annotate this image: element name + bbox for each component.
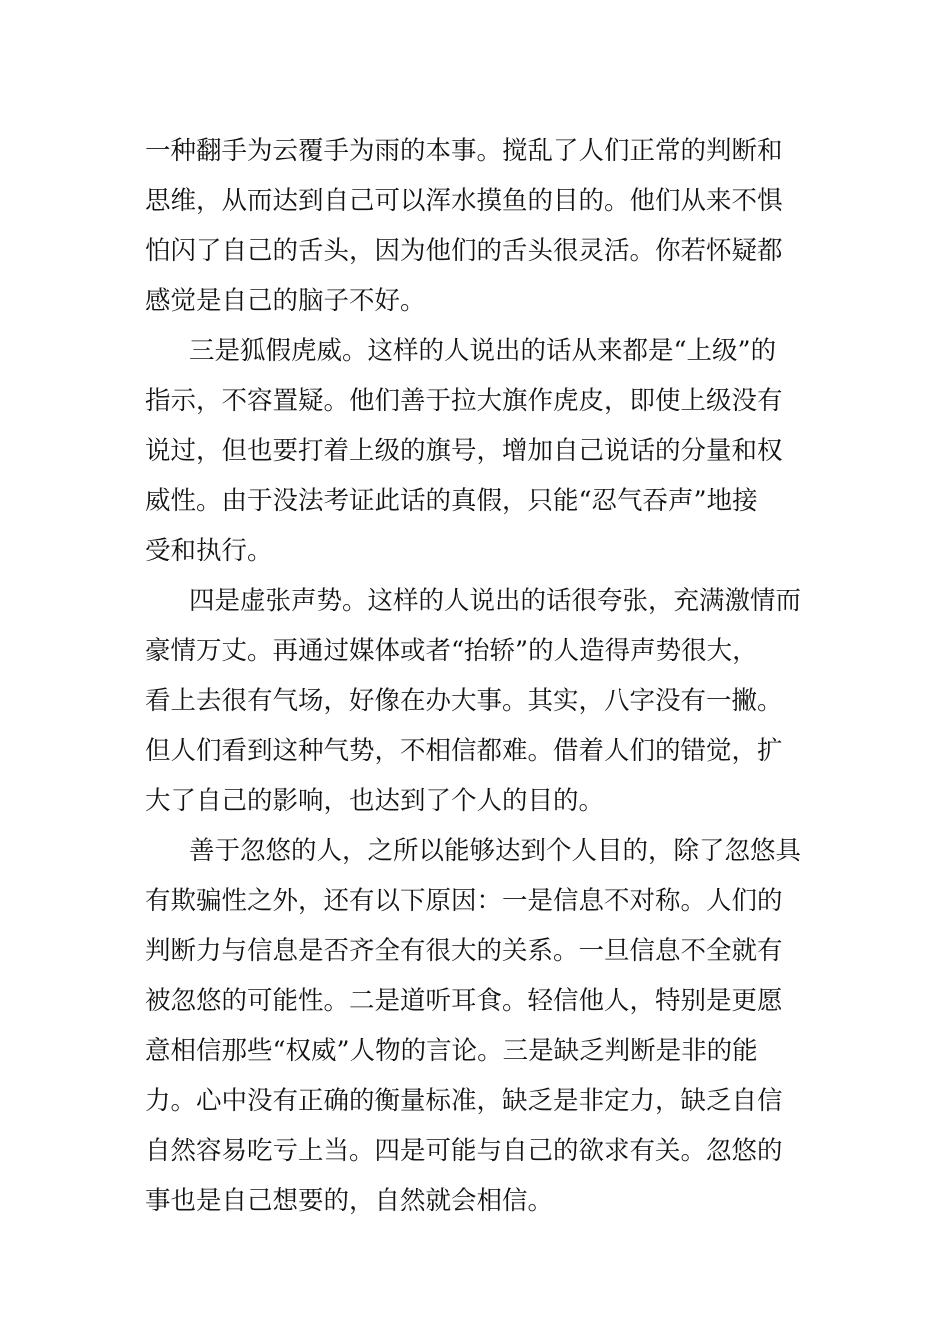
text-line: 判断力与信息是否齐全有很大的关系。一旦信息不全就有 [145, 936, 783, 966]
text-line: 豪情万丈。再通过媒体或者“抬轿”的人造得声势很大， [145, 636, 758, 666]
text-line: 但人们看到这种气势，不相信都难。借着人们的错觉，扩 [145, 736, 783, 766]
text-line: 有欺骗性之外，还有以下原因：一是信息不对称。人们的 [145, 886, 783, 916]
text-line: 大了自己的影响，也达到了个人的目的。 [145, 786, 605, 816]
text-line: 感觉是自己的脑子不好。 [145, 286, 426, 316]
paragraph-2 [145, 326, 810, 576]
paragraph-4 [145, 826, 810, 1226]
text-line: 一种翻手为云覆手为雨的本事。搅乱了人们正常的判断和 [145, 136, 783, 166]
text-line: 威性。由于没法考证此话的真假，只能“忍气吞声”地接 [145, 486, 758, 516]
body-text [145, 126, 810, 1226]
text-line: 自然容易吃亏上当。四是可能与自己的欲求有关。忽悠的 [145, 1136, 783, 1166]
text-line: 指示，不容置疑。他们善于拉大旗作虎皮，即使上级没有 [145, 386, 783, 416]
text-line: 意相信那些“权威”人物的言论。三是缺乏判断是非的能 [145, 1036, 758, 1066]
paragraph-1 [145, 126, 810, 326]
text-line: 看上去很有气场，好像在办大事。其实，八字没有一撇。 [145, 686, 783, 716]
text-line: 善于忽悠的人，之所以能够达到个人目的，除了忽悠具 [189, 836, 802, 866]
text-line: 思维，从而达到自己可以浑水摸鱼的目的。他们从来不惧 [145, 186, 783, 216]
text-line: 事也是自己想要的，自然就会相信。 [145, 1186, 554, 1216]
text-line: 三是狐假虎威。这样的人说出的话从来都是“上级”的 [189, 336, 777, 366]
text-line: 四是虚张声势。这样的人说出的话很夸张，充满激情而 [189, 586, 802, 616]
text-line: 被忽悠的可能性。二是道听耳食。轻信他人，特别是更愿 [145, 986, 783, 1016]
text-line: 怕闪了自己的舌头，因为他们的舌头很灵活。你若怀疑都 [145, 236, 783, 266]
text-line: 力。心中没有正确的衡量标准，缺乏是非定力，缺乏自信 [145, 1086, 783, 1116]
text-line: 说过，但也要打着上级的旗号，增加自己说话的分量和权 [145, 436, 783, 466]
text-line: 受和执行。 [145, 536, 273, 566]
paragraph-3 [145, 576, 810, 826]
